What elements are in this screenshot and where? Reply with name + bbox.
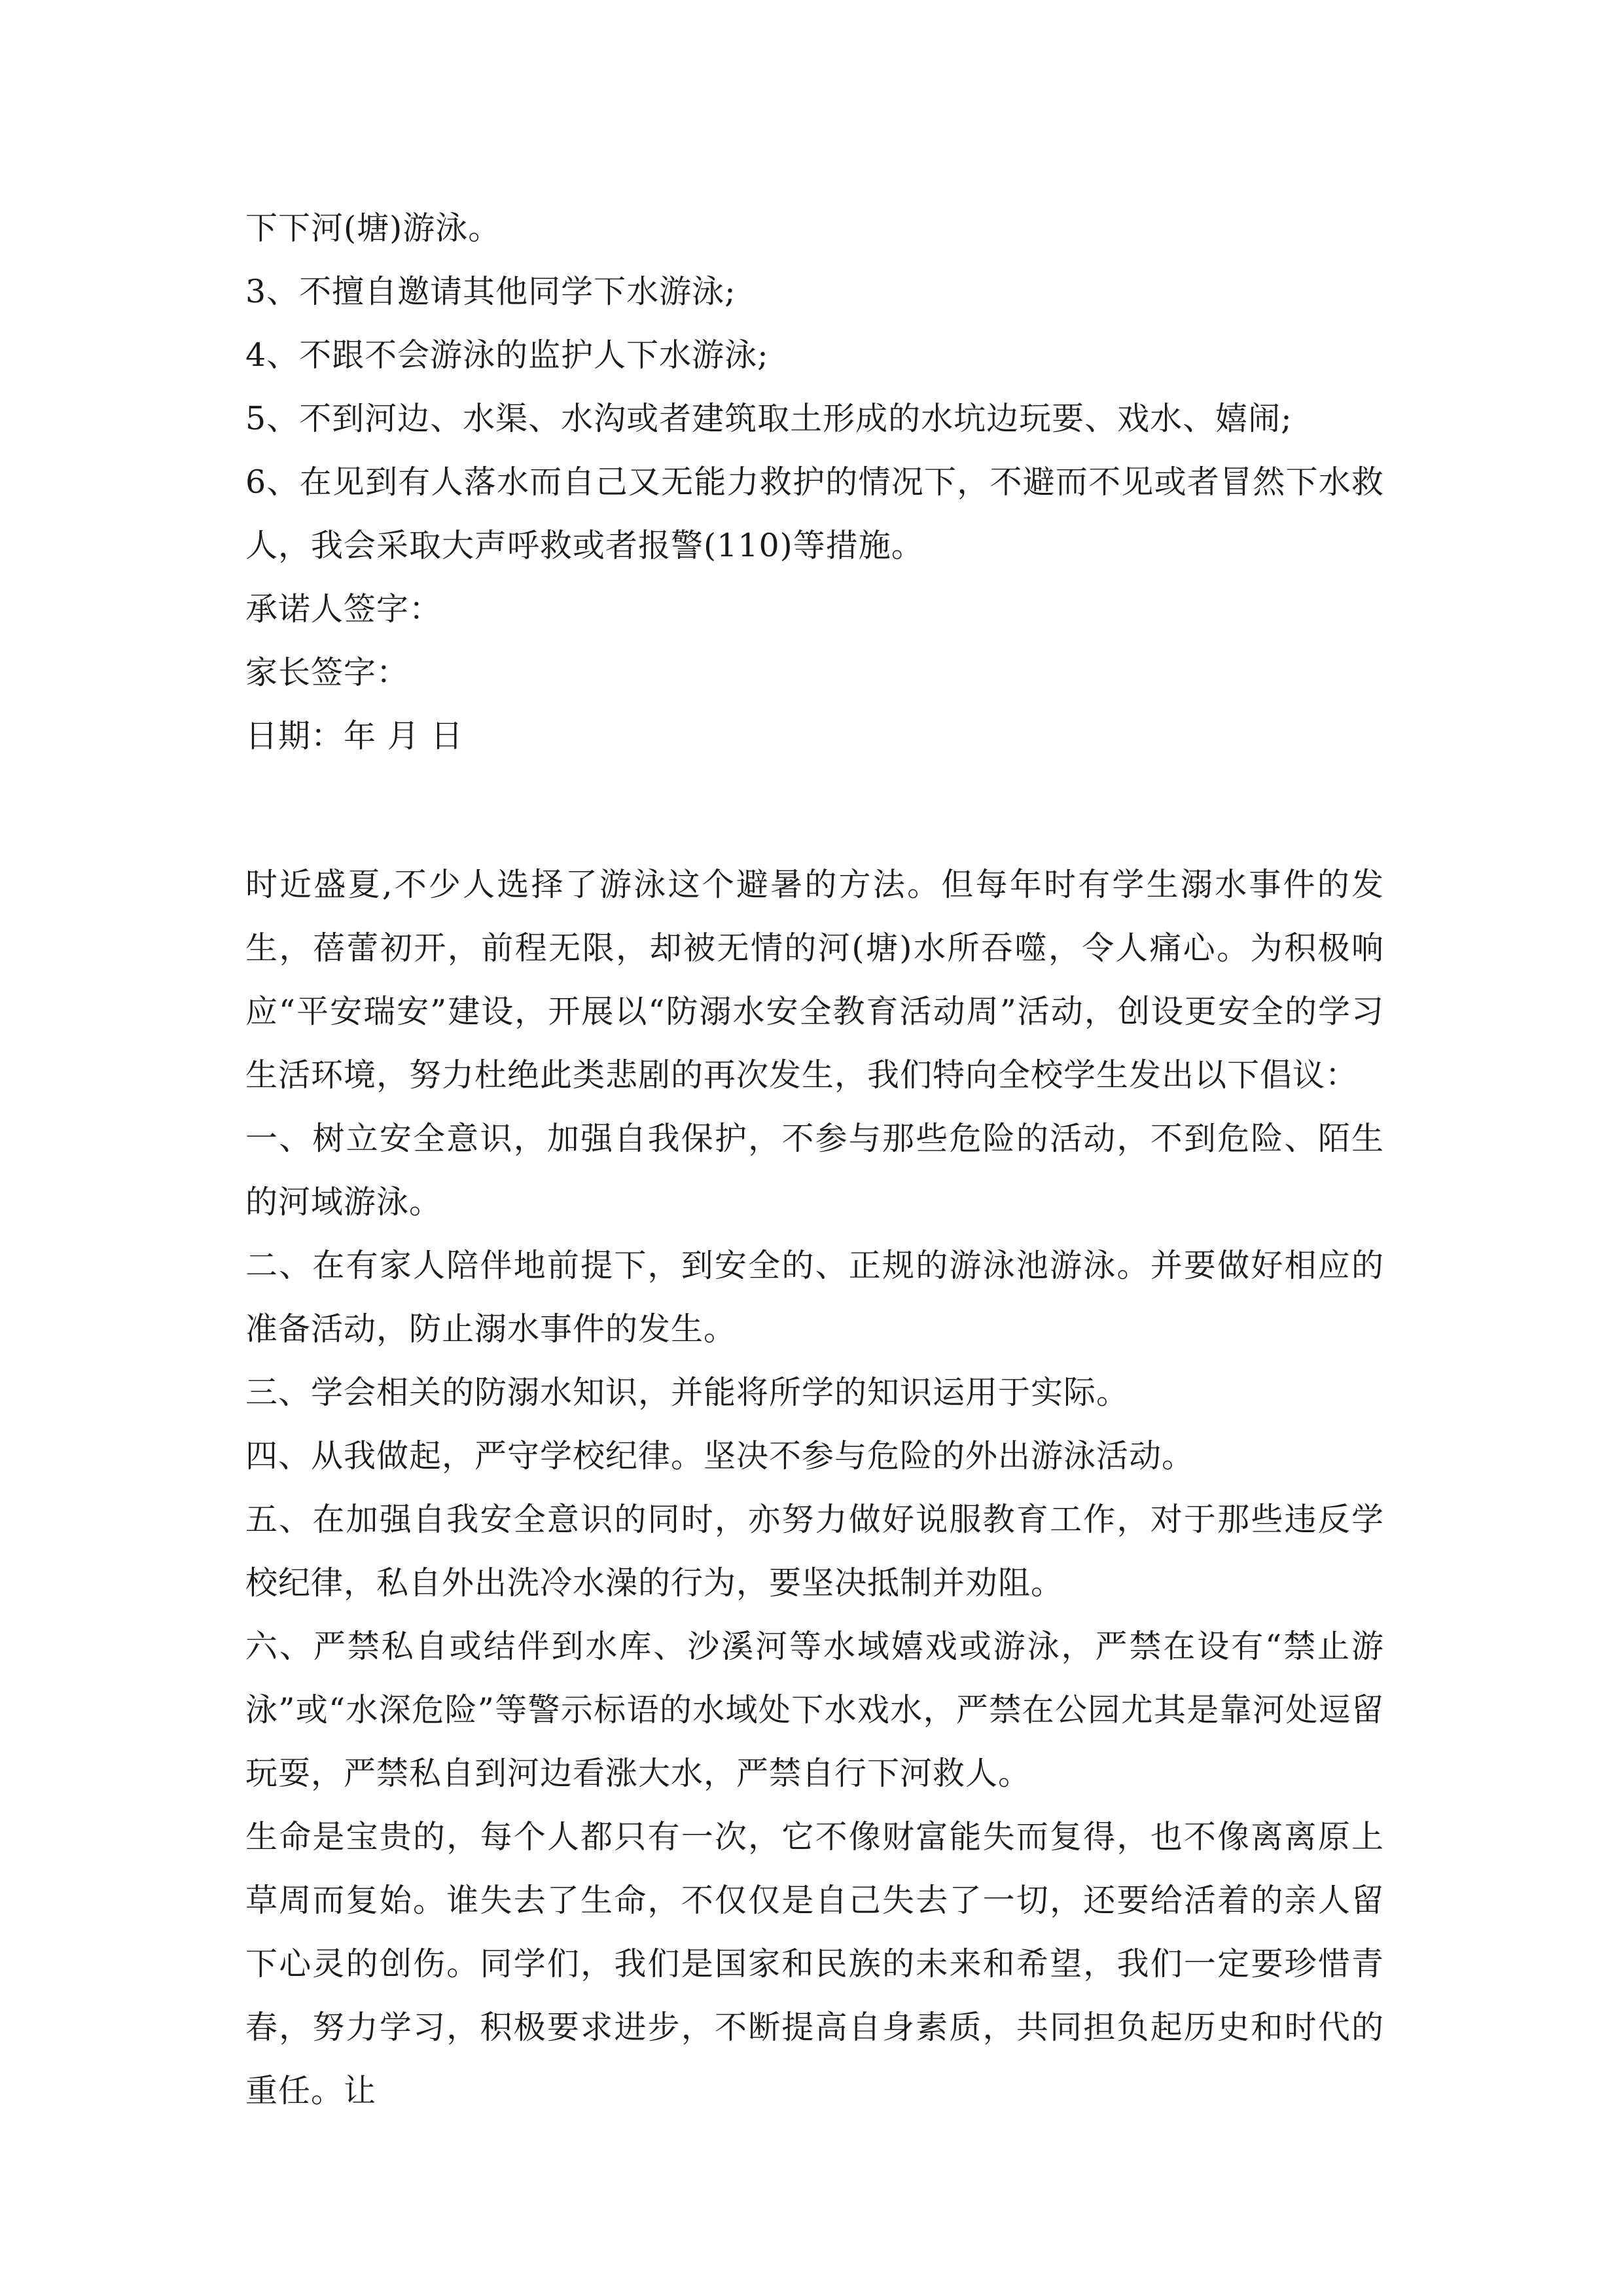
promisor-signature-label: 承诺人签字： — [245, 590, 442, 628]
proposal-item: 三、学会相关的防溺水知识，并能将所学的知识运用于实际。 — [245, 1374, 1130, 1411]
closing-paragraph: 生命是宝贵的，每个人都只有一次，它不像财富能失而复得，也不像离离原上草周而复始。谁失去了生命，不仅仅是自己失去了一切，还要给活着的亲人留下心灵的创伤。同学们，我们是国家和民族的未来和希望，我们一定要珍惜青春，努力学习，积极要求进步，不断提高自身素质，共同担负起历史和时代的重任。让 — [245, 1818, 1384, 2109]
list-item: 4、不跟不会游泳的监护人下水游泳; — [245, 336, 769, 374]
parent-signature-label: 家长签字： — [245, 654, 410, 691]
document-body — [245, 196, 1384, 2123]
proposal-item: 六、严禁私自或结伴到水库、沙溪河等水域嬉戏或游泳，严禁在设有“禁止游泳”或“水深危险”等警示标语的水域处下水戏水，严禁在公园尤其是靠河处逗留玩耍，严禁私自到河边看涨大水，严禁自行下河救人。 — [245, 1628, 1384, 1792]
proposal-item: 四、从我做起，严守学校纪律。坚决不参与危险的外出游泳活动。 — [245, 1437, 1195, 1475]
list-item: 6、在见到有人落水而自己又无能力救护的情况下，不避而不见或者冒然下水救人，我会采取大声呼救或者报警(110)等措施。 — [245, 463, 1384, 564]
section-gap — [245, 768, 1384, 853]
proposal-item: 二、在有家人陪伴地前提下，到安全的、正规的游泳池游泳。并要做好相应的准备活动，防止溺水事件的发生。 — [245, 1247, 1384, 1348]
proposal-item: 一、树立安全意识，加强自我保护，不参与那些危险的活动，不到危险、陌生的河域游泳。 — [245, 1120, 1384, 1221]
list-item: 5、不到河边、水渠、水沟或者建筑取土形成的水坑边玩要、戏水、嬉闹; — [245, 400, 1293, 437]
continued-item: 下下河(塘)游泳。 — [245, 209, 501, 247]
date-line: 日期：年 月 日 — [245, 717, 464, 755]
proposal-item: 五、在加强自我安全意识的同时，亦努力做好说服教育工作，对于那些违反学校纪律，私自外出洗冷水澡的行为，要坚决抵制并劝阻。 — [245, 1501, 1384, 1602]
list-item: 3、不擅自邀请其他同学下水游泳; — [245, 273, 736, 310]
intro-paragraph: 时近盛夏,不少人选择了游泳这个避暑的方法。但每年时有学生溺水事件的发生，蓓蕾初开，前程无限，却被无情的河(塘)水所吞噬，令人痛心。为积极响应“平安瑞安”建设，开展以“防溺水安全教育活动周”活动，创设更安全的学习生活环境，努力杜绝此类悲剧的再次发生，我们特向全校学生发出以下倡议： — [245, 866, 1384, 1094]
